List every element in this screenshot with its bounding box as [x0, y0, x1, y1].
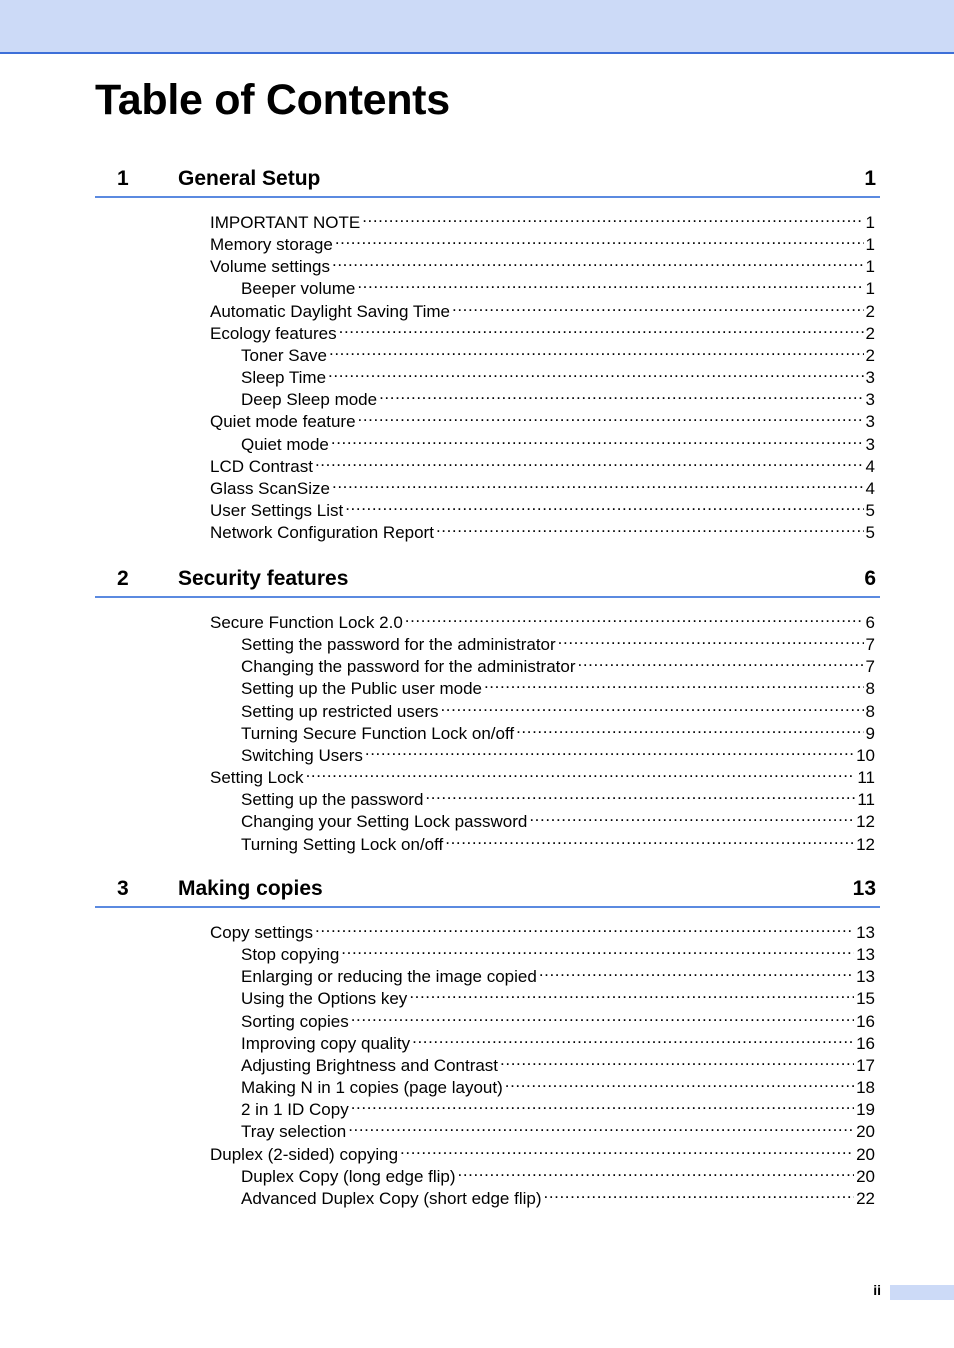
toc-entry-page-number: 5: [865, 523, 875, 543]
toc-entry-page-number: 11: [857, 768, 875, 788]
toc-entry-page-number: 7: [865, 657, 875, 677]
toc-entry[interactable]: [241, 1115, 875, 1142]
toc-entry-label: Turning Secure Function Lock on/off: [241, 723, 515, 743]
toc-entry-page-number: 7: [865, 635, 875, 655]
toc-entry-page-number: 8: [865, 679, 875, 699]
toc-entry-page-number: 4: [865, 456, 875, 476]
toc-entry-page-number: 1: [865, 213, 875, 232]
footer-tab: [890, 1285, 954, 1300]
toc-entry-page-number: 1: [865, 235, 875, 255]
toc-entry[interactable]: [241, 1049, 875, 1075]
toc-entry[interactable]: [210, 405, 875, 432]
dot-leader: [500, 1049, 854, 1071]
chapter-heading[interactable]: [95, 876, 880, 908]
dot-leader: [329, 339, 864, 361]
dot-leader: [440, 695, 863, 717]
toc-entry[interactable]: [210, 472, 875, 498]
dot-leader: [458, 1160, 855, 1182]
toc-entry-page-number: 8: [865, 701, 875, 721]
dot-leader: [445, 828, 854, 850]
chapter-page-number: 1: [864, 167, 876, 190]
dot-leader: [544, 1182, 855, 1204]
toc-entry[interactable]: [210, 450, 875, 476]
page-number: ii: [873, 1282, 881, 1298]
toc-entry-page-number: 15: [856, 989, 875, 1009]
toc-entry-label: IMPORTANT NOTE: [210, 213, 361, 232]
chapter-heading[interactable]: [95, 566, 880, 598]
toc-entry-page-number: 19: [856, 1100, 875, 1120]
toc-entry-page-number: 10: [856, 745, 875, 765]
chapter-number: 2: [117, 567, 129, 590]
toc-entry-page-number: 16: [856, 1033, 875, 1053]
dot-leader: [351, 1005, 854, 1027]
toc-entry[interactable]: [241, 428, 875, 454]
dot-leader: [578, 650, 864, 672]
toc-entry[interactable]: [241, 1182, 875, 1208]
toc-entry-page-number: 2: [865, 301, 875, 321]
dot-leader: [332, 472, 864, 494]
toc-entry-page-number: 1: [865, 279, 875, 299]
dot-leader: [409, 982, 854, 1004]
toc-entry-page-number: 3: [865, 434, 875, 454]
dot-leader: [306, 761, 856, 783]
toc-entry[interactable]: [210, 228, 875, 255]
toc-entry[interactable]: [241, 828, 875, 854]
toc-entry-label: Adjusting Brightness and Contrast: [241, 1055, 499, 1075]
toc-entry-page-number: 20: [856, 1122, 875, 1142]
toc-entry-label: LCD Contrast: [210, 456, 313, 476]
toc-entry[interactable]: [241, 1071, 875, 1098]
dot-leader: [400, 1138, 854, 1160]
toc-entry-label: Glass ScanSize: [210, 478, 330, 498]
toc-entry-label: Sleep Time: [241, 368, 327, 388]
toc-entry-page-number: 13: [856, 923, 875, 942]
toc-entry-label: Making N in 1 copies (page layout): [241, 1078, 503, 1098]
toc-entry-label: Switching Users: [241, 745, 363, 765]
dot-leader: [315, 450, 864, 472]
toc-entry-page-number: 2: [865, 323, 875, 343]
chapter-heading[interactable]: [95, 166, 880, 198]
dot-leader: [505, 1071, 854, 1093]
toc-entry-page-number: 3: [865, 368, 875, 388]
toc-entry[interactable]: [241, 1160, 875, 1186]
toc-entry[interactable]: [210, 317, 875, 343]
toc-entry[interactable]: [241, 739, 875, 765]
toc-entry-label: Tray selection: [241, 1122, 347, 1142]
toc-entry-page-number: 13: [856, 945, 875, 965]
toc-entry-label: Volume settings: [210, 257, 331, 277]
dot-leader: [425, 783, 855, 805]
toc-entry-label: Toner Save: [241, 345, 327, 365]
chapter-page-number: 6: [864, 567, 876, 590]
page-title: Table of Contents: [95, 76, 450, 124]
toc-entry-page-number: 3: [865, 390, 875, 410]
toc-entry-page-number: 6: [865, 613, 875, 632]
toc-entry-label: Stop copying: [241, 945, 340, 965]
dot-leader: [335, 228, 864, 250]
dot-leader: [539, 960, 854, 982]
toc-entry-page-number: 9: [865, 723, 875, 743]
toc-entry[interactable]: [241, 717, 875, 743]
toc-entry[interactable]: [241, 650, 875, 677]
chapter-page-number: 13: [852, 877, 876, 900]
dot-leader: [452, 295, 864, 317]
toc-entry-label: Changing the password for the administrator: [241, 657, 576, 677]
toc-entry-label: Automatic Daylight Saving Time: [210, 301, 450, 321]
dot-leader: [331, 428, 864, 450]
toc-entry-label: Sorting copies: [241, 1011, 349, 1031]
dot-leader: [484, 672, 864, 694]
toc-entry[interactable]: [241, 628, 875, 655]
toc-entry-label: Using the Options key: [241, 989, 408, 1009]
chapter-title: Making copies: [178, 877, 323, 900]
toc-entry-page-number: 2: [865, 345, 875, 365]
toc-entry[interactable]: [241, 1027, 875, 1053]
dot-leader: [339, 317, 864, 339]
toc-entry-page-number: 18: [856, 1078, 875, 1098]
dot-leader: [348, 1115, 854, 1137]
toc-entry[interactable]: [210, 606, 875, 632]
dot-leader: [405, 606, 864, 628]
toc-entry[interactable]: [241, 1005, 875, 1031]
dot-leader: [365, 739, 854, 761]
toc-entry-page-number: 11: [857, 790, 875, 810]
dot-leader: [332, 250, 864, 272]
toc-entry-label: Copy settings: [210, 923, 313, 942]
toc-entry[interactable]: [241, 1093, 875, 1120]
toc-entry[interactable]: [241, 272, 875, 299]
toc-entry-label: Turning Setting Lock on/off: [241, 834, 444, 854]
toc-entry[interactable]: [210, 295, 875, 321]
dot-leader: [436, 516, 864, 538]
toc-entry-label: Setting up restricted users: [241, 701, 439, 721]
toc-entry-label: Improving copy quality: [241, 1033, 411, 1053]
dot-leader: [358, 405, 864, 427]
toc-entry-label: Setting Lock: [210, 768, 304, 788]
dot-leader: [558, 628, 864, 650]
toc-entry[interactable]: [241, 938, 875, 965]
dot-leader: [357, 272, 863, 294]
dot-leader: [328, 361, 863, 383]
toc-entry[interactable]: [241, 383, 875, 410]
toc-entry[interactable]: [241, 805, 875, 832]
toc-entry-label: Changing your Setting Lock password: [241, 812, 528, 832]
toc-entry-label: Advanced Duplex Copy (short edge flip): [241, 1188, 542, 1208]
toc-entry[interactable]: [210, 761, 875, 788]
toc-entry[interactable]: [241, 982, 875, 1009]
toc-entry-page-number: 5: [865, 500, 875, 520]
dot-leader: [379, 383, 863, 405]
dot-leader: [341, 938, 854, 960]
toc-entry-page-number: 13: [856, 967, 875, 987]
dot-leader: [529, 805, 854, 827]
toc-entry-page-number: 1: [865, 257, 875, 277]
dot-leader: [516, 717, 863, 739]
toc-entry[interactable]: [241, 960, 875, 987]
toc-entry[interactable]: [210, 206, 875, 232]
toc-entry-label: Quiet mode feature: [210, 412, 356, 432]
toc-entry[interactable]: [210, 494, 875, 520]
toc-entry-label: Network Configuration Report: [210, 523, 434, 543]
dot-leader: [362, 206, 863, 228]
toc-entry-page-number: 12: [856, 812, 875, 832]
toc-entry-page-number: 17: [856, 1055, 875, 1075]
toc-entry-label: Deep Sleep mode: [241, 390, 378, 410]
toc-entry-page-number: 12: [856, 834, 875, 854]
toc-entry[interactable]: [210, 516, 875, 543]
toc-entry[interactable]: [241, 783, 875, 810]
toc-entry-label: Setting the password for the administrator: [241, 635, 556, 655]
toc-entry-label: Duplex Copy (long edge flip): [241, 1166, 456, 1186]
toc-entry-label: 2 in 1 ID Copy: [241, 1100, 349, 1120]
toc-entry[interactable]: [210, 916, 875, 942]
chapter-title: Security features: [178, 567, 349, 590]
dot-leader: [315, 916, 854, 938]
chapter-number: 1: [117, 167, 129, 190]
header-band: [0, 0, 954, 54]
toc-entry-label: Secure Function Lock 2.0: [210, 613, 403, 632]
toc-entry-label: Beeper volume: [241, 279, 356, 299]
toc-entry[interactable]: [210, 250, 875, 277]
toc-entry-page-number: 22: [856, 1188, 875, 1208]
toc-entry[interactable]: [210, 1138, 875, 1164]
toc-entry[interactable]: [241, 672, 875, 699]
toc-entry-page-number: 4: [865, 478, 875, 498]
dot-leader: [345, 494, 863, 516]
toc-entry-label: Quiet mode: [241, 434, 329, 454]
dot-leader: [351, 1093, 854, 1115]
toc-entry-page-number: 3: [865, 412, 875, 432]
toc-entry-label: Memory storage: [210, 235, 333, 255]
toc-entry-label: Setting up the Public user mode: [241, 679, 482, 699]
toc-entry-label: Ecology features: [210, 323, 337, 343]
toc-entry[interactable]: [241, 695, 875, 721]
toc-entry-label: Duplex (2-sided) copying: [210, 1144, 399, 1164]
chapter-number: 3: [117, 877, 129, 900]
toc-entry-page-number: 20: [856, 1166, 875, 1186]
toc-entry-page-number: 20: [856, 1144, 875, 1164]
toc-entry[interactable]: [241, 361, 875, 388]
toc-entry-label: Setting up the password: [241, 790, 424, 810]
toc-entry-label: Enlarging or reducing the image copied: [241, 967, 537, 987]
dot-leader: [412, 1027, 854, 1049]
toc-entry-page-number: 16: [856, 1011, 875, 1031]
chapter-title: General Setup: [178, 167, 321, 190]
toc-entry-label: User Settings List: [210, 500, 344, 520]
toc-entry[interactable]: [241, 339, 875, 365]
